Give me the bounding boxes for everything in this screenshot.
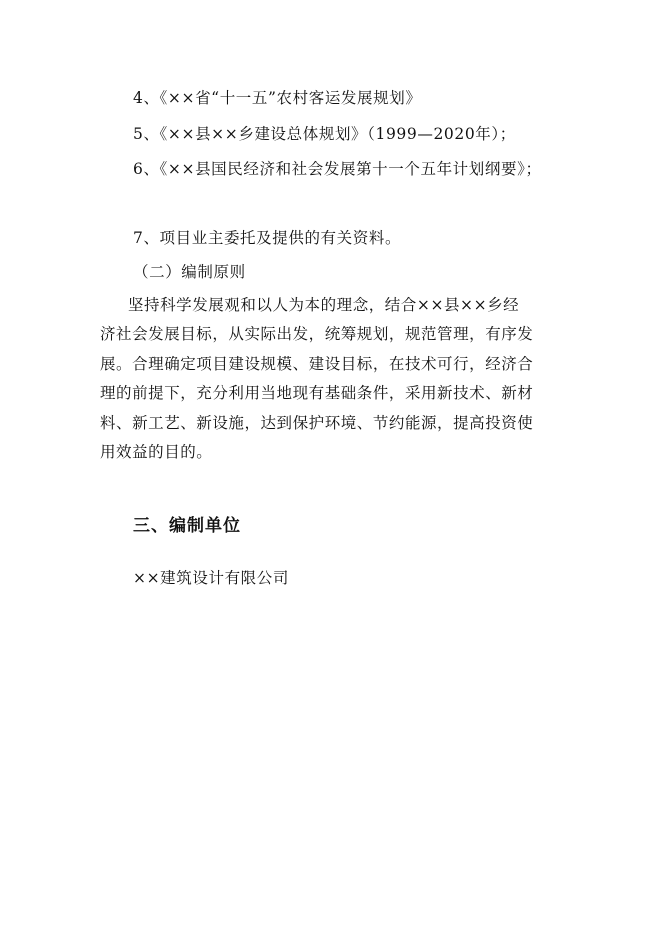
principles-paragraph <box>100 291 563 467</box>
paragraph-line: 理的前提下，充分利用当地现有基础条件，采用新技术、新材 <box>100 384 534 403</box>
paragraph-line: 济社会发展目标，从实际出发，统筹规划，规范管理，有序发 <box>100 325 534 344</box>
reference-item-4: 4、《××省“十一五”农村客运发展规划》 <box>133 89 422 107</box>
paragraph-line: 用效益的目的。 <box>100 443 213 462</box>
paragraph-line: 坚持科学发展观和以人为本的理念，结合××县××乡经 <box>128 296 520 314</box>
principles-heading: （二）编制原则 <box>133 263 246 281</box>
section-heading: 三、编制单位 <box>133 516 241 536</box>
paragraph-line: 料、新工艺、新设施，达到保护环境、节约能源，提高投资使 <box>100 413 534 432</box>
reference-item-7: 7、项目业主委托及提供的有关资料。 <box>133 229 402 247</box>
reference-item-5: 5、《××县××乡建设总体规划》（1999—2020年）； <box>133 125 516 143</box>
paragraph-line: 展。合理确定项目建设规模、建设目标，在技术可行，经济合 <box>100 354 534 373</box>
company-name: ××建筑设计有限公司 <box>133 569 289 587</box>
reference-item-6: 6、《××县国民经济和社会发展第十一个五年计划纲要》； <box>133 160 542 178</box>
